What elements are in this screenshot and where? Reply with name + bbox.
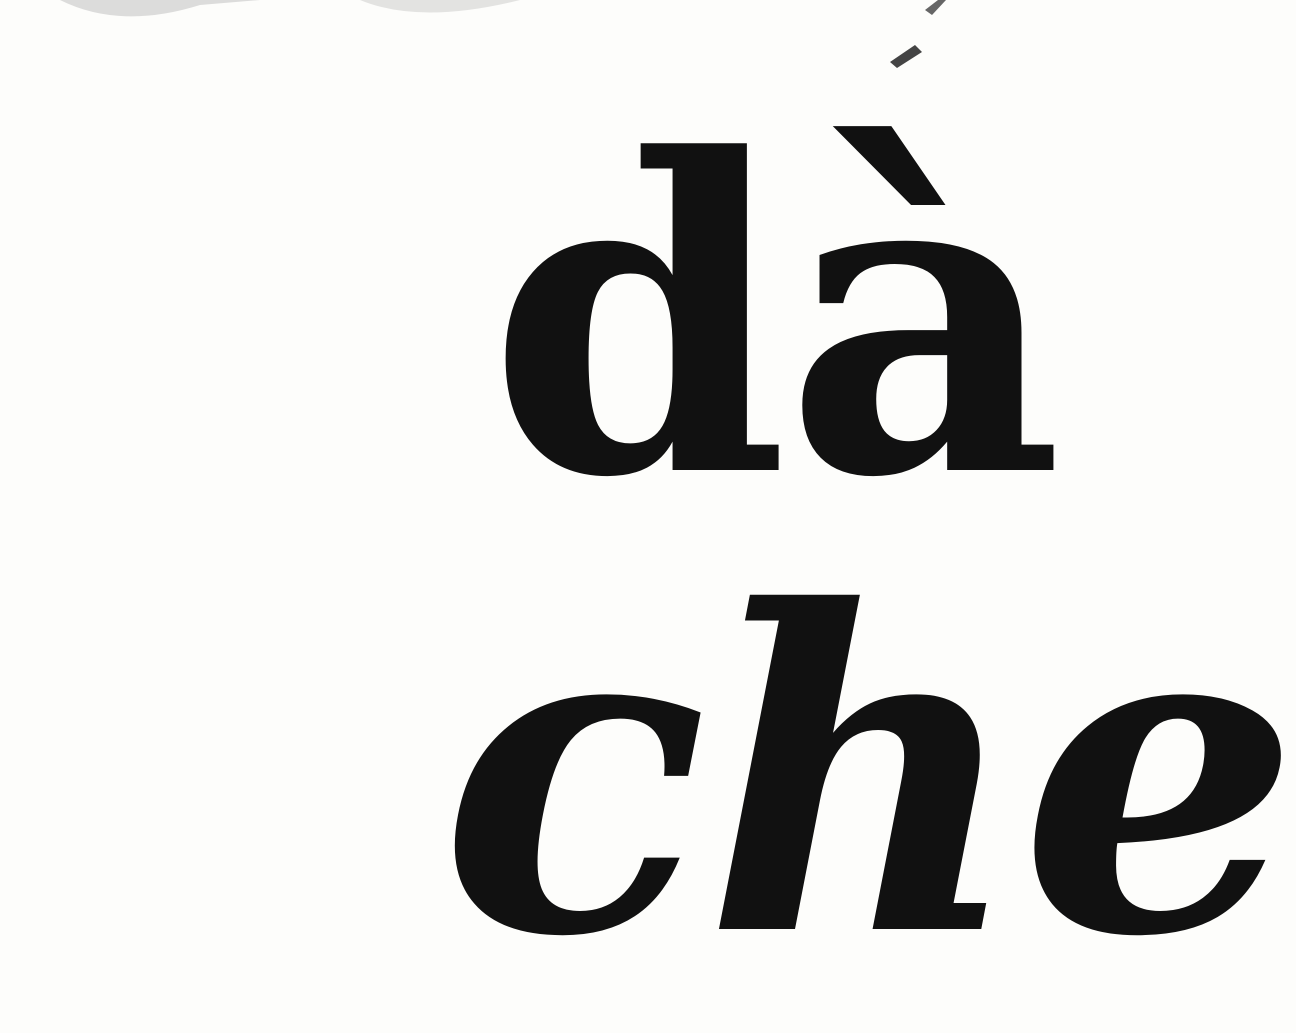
word-che: che: [440, 516, 1296, 1033]
word-da: dà: [488, 67, 1060, 572]
